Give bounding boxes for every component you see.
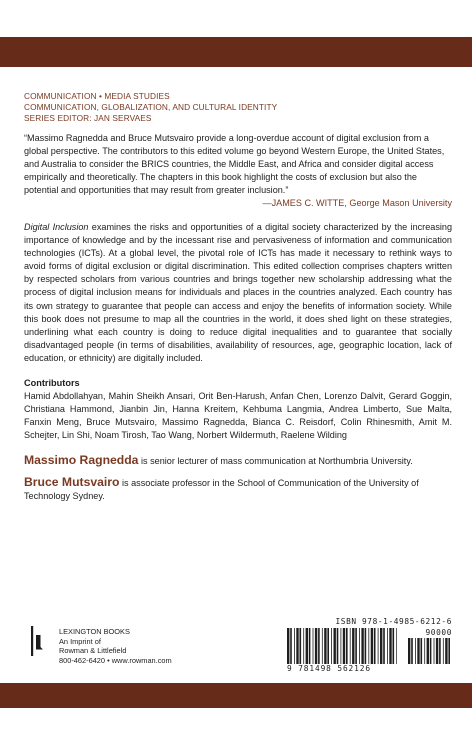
barcode-bar bbox=[290, 628, 292, 664]
isbn-barcode bbox=[287, 617, 452, 673]
barcode-bar bbox=[378, 628, 379, 664]
series-info bbox=[24, 91, 452, 124]
publisher-imprint: An Imprint of bbox=[59, 636, 101, 646]
barcode-bar bbox=[443, 638, 444, 664]
barcode-bar bbox=[408, 638, 410, 664]
barcode-bar bbox=[415, 638, 416, 664]
barcode-bar bbox=[387, 628, 388, 664]
barcode-bar bbox=[374, 628, 376, 664]
series-line-1: COMMUNICATION • MEDIA STUDIES bbox=[24, 91, 170, 101]
barcode-bar bbox=[436, 638, 438, 664]
barcode-bar bbox=[355, 628, 357, 664]
price-code: 90000 bbox=[425, 628, 452, 637]
barcode-bar bbox=[346, 628, 348, 664]
barcode-bar bbox=[303, 628, 304, 664]
barcode-bar bbox=[294, 628, 295, 664]
barcode-bar bbox=[343, 628, 345, 664]
publisher-name: LEXINGTON BOOKS bbox=[59, 627, 130, 636]
barcode-bar bbox=[427, 638, 429, 664]
barcode-bar bbox=[417, 638, 419, 664]
barcode-bar bbox=[350, 628, 351, 664]
barcode-bar bbox=[359, 628, 360, 664]
barcode-bars bbox=[287, 628, 397, 664]
barcode-bar bbox=[331, 628, 332, 664]
barcode-bar bbox=[341, 628, 342, 664]
contributors-heading: Contributors bbox=[24, 378, 80, 389]
barcode-bar bbox=[439, 638, 441, 664]
barcode-bar bbox=[421, 638, 423, 664]
barcode-bar bbox=[327, 628, 329, 664]
bottom-color-band bbox=[0, 683, 472, 708]
barcode-bar bbox=[448, 638, 450, 664]
barcode-bar bbox=[411, 638, 413, 664]
barcode-bar bbox=[315, 628, 317, 664]
barcode-bar bbox=[380, 628, 382, 664]
publisher-contact: 800-462-6420 • www.rowman.com bbox=[59, 656, 172, 666]
contributors-list: Hamid Abdollahyan, Mahin Sheikh Ansari, Orit Ben-Harush, Anfan Chen, Lorenzo Dalvit, Gerard Goggin, Christiana Hammond, Jianbin Jin, Hanna Kreitem, Kehbuma Langmia, Andrea Limberto, Sue Malta, Fanxin Meng, Bruce Mutsvairo, Massimo Ragnedda, Bianca C. Reisdorf, Colin Rhinesmith, Amit M. Schejter, Lin Shi, Noam Tirosh, Tao Wang, Norbert Wildermuth, Raelene Wilding bbox=[24, 391, 452, 441]
publisher-parent: Rowman & Littlefield bbox=[59, 646, 127, 656]
praise-quote: “Massimo Ragnedda and Bruce Mutsvairo provide a long-overdue account of digital exclusion from a global perspective. The contributors to this edited volume go beyond Western Europe, the United States, and Australia to consider the BRICS countries, the Middle East, and Africa and consider digital access empirically and theoretically. The chapters in this book highlight the costs of exclusion but also the potential and opportunities that may result from greater inclusion.” bbox=[24, 133, 445, 195]
barcode-bar bbox=[324, 628, 326, 664]
barcode-bar bbox=[396, 628, 397, 664]
publisher-info bbox=[59, 627, 172, 666]
barcode-bar bbox=[383, 628, 385, 664]
barcode-bar bbox=[309, 628, 311, 664]
barcode-bar bbox=[306, 628, 308, 664]
barcode-bar bbox=[389, 628, 391, 664]
barcode-bar bbox=[352, 628, 354, 664]
addon-barcode-bars bbox=[408, 638, 452, 664]
barcode-bar bbox=[334, 628, 336, 664]
barcode-bar bbox=[434, 638, 435, 664]
book-description bbox=[24, 221, 452, 365]
author-bio-text: is senior lecturer of mass communication at Northumbria University. bbox=[138, 456, 413, 467]
barcode-bar bbox=[337, 628, 339, 664]
barcode-bar bbox=[368, 628, 369, 664]
author-name: Massimo Ragnedda bbox=[24, 453, 139, 468]
barcode-bar bbox=[287, 628, 289, 664]
series-editor: SERIES EDITOR: JAN SERVAES bbox=[24, 113, 152, 123]
barcode-number: 9 781498 562126 bbox=[287, 664, 371, 673]
barcode-bar bbox=[445, 638, 447, 664]
isbn-number: ISBN 978-1-4985-6212-6 bbox=[335, 617, 452, 626]
series-line-2: COMMUNICATION, GLOBALIZATION, AND CULTURAL IDENTITY bbox=[24, 102, 278, 112]
author-bio-mutsvairo bbox=[24, 476, 452, 503]
author-name: Bruce Mutsvairo bbox=[24, 475, 120, 490]
author-bio-text: is associate professor in the School of Communication of the University of Technology Sydney. bbox=[24, 478, 419, 502]
barcode-bar bbox=[296, 628, 298, 664]
barcode-bar bbox=[371, 628, 373, 664]
barcode-bar bbox=[424, 638, 425, 664]
barcode-bar bbox=[300, 628, 302, 664]
barcode-bar bbox=[430, 638, 432, 664]
praise-attribution: —JAMES C. WITTE, George Mason University bbox=[262, 198, 452, 208]
author-bio-ragnedda bbox=[24, 454, 452, 468]
book-title-italic: Digital Inclusion bbox=[24, 222, 89, 232]
barcode-bar bbox=[361, 628, 363, 664]
description-body: examines the risks and opportunities of a digital society characterized by the increasing importance of knowledge and by the incessant rise and pervasiveness of information and communication technologies (ICTs). At a global level, the pivotal role of ICTs has made it necessary to rethink ways to avoid forms of digital exclusion or digital discrimination. This edited collection comprises chapters written by respected scholars from various countries and brings together new scholarship addressing what the process of digital inclusion means for individuals and places in the countries analyzed. Each country has its own strategy to guarantee that people can access and enjoy the benefits of information society. While this book does not presume to map all the countries in the world, it does shed light on these strategies, underlining what each country is doing to reduce digital inequalities and to guarantee that socially disadvantaged people (in terms of disabilities, availability of resources, age, geographic location, lack of education, or ethnicity) are digitally included. bbox=[24, 222, 452, 363]
barcode-bar bbox=[393, 628, 395, 664]
barcode-bar bbox=[313, 628, 314, 664]
back-cover-text bbox=[24, 91, 452, 503]
top-color-band bbox=[0, 37, 472, 67]
barcode-bar bbox=[318, 628, 320, 664]
barcode-bar bbox=[322, 628, 323, 664]
barcode-bar bbox=[365, 628, 367, 664]
lexington-logo-icon bbox=[30, 626, 44, 656]
